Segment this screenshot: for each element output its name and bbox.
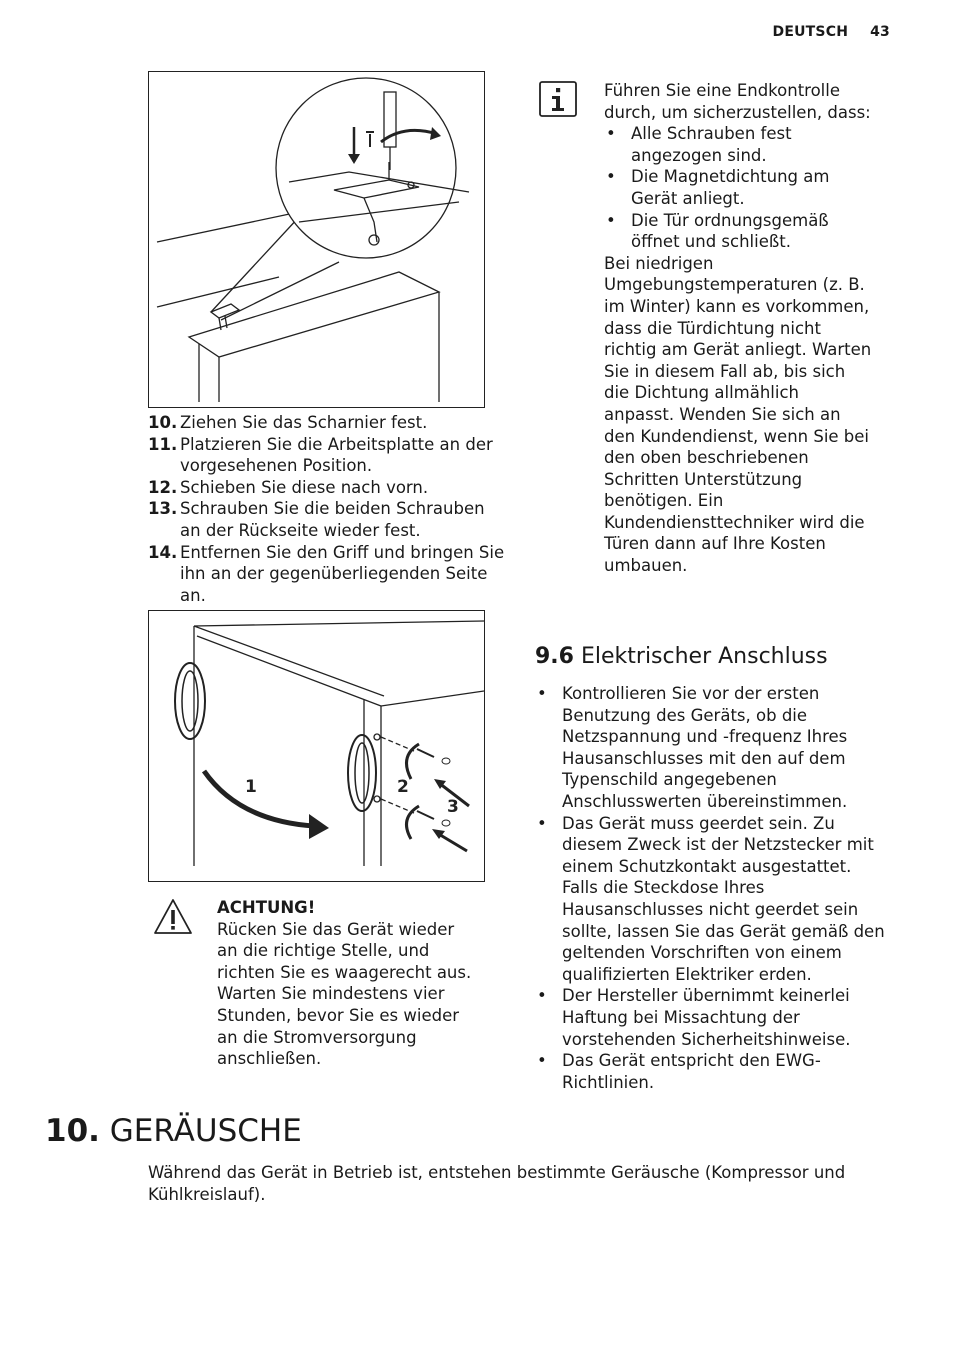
- list-item: 11. Platzieren Sie die Arbeitsplatte an der vorgesehenen Position.: [148, 434, 493, 476]
- list-item: 14. Entfernen Sie den Griff und bringen Sie ihn an der gegenüberliegenden Seite an.: [148, 542, 505, 605]
- figure-label-2: 2: [397, 777, 409, 797]
- figure-label-3: 3: [447, 797, 459, 817]
- list-item: 13. Schrauben Sie die beiden Schrauben an der Rückseite wieder fest.: [148, 499, 485, 540]
- list-item: • Kontrollieren Sie vor der ersten Benutzung des Geräts, ob die Netzspannung und -frequenz Ihres Hausanschlusses mit den auf dem Typenschild angegebenen Anschlusswerten übereinstimmen.: [535, 683, 890, 813]
- chapter-text: Während das Gerät in Betrieb ist, entstehen bestimmte Geräusche (Kompressor und Kühlkreislauf).: [148, 1163, 846, 1204]
- info-bullets: [604, 123, 874, 253]
- section-number: 9.6: [535, 644, 574, 669]
- section-bullets: [535, 683, 890, 1093]
- list-item: 10. Ziehen Sie das Scharnier fest.: [148, 413, 428, 432]
- header-page-number: 43: [870, 24, 890, 40]
- section-heading: [535, 643, 828, 671]
- chapter-number: 10.: [45, 1113, 100, 1149]
- warning-title: ACHTUNG!: [217, 898, 316, 917]
- warning-text: Rücken Sie das Gerät wieder an die richtige Stelle, und richten Sie es waagerecht aus. Warten Sie mindestens vier Stunden, bevor Sie es wieder an die Stromversorgung anschließen.: [217, 919, 472, 1069]
- list-item: • Das Gerät entspricht den EWG-Richtlinien.: [535, 1050, 890, 1093]
- info-icon: [538, 80, 578, 118]
- header-language: DEUTSCH: [772, 24, 849, 40]
- chapter-title: GERÄUSCHE: [109, 1113, 302, 1149]
- info-intro: Führen Sie eine Endkontrolle durch, um sicherzustellen, dass:: [604, 81, 871, 122]
- warning-triangle-icon: [152, 897, 194, 937]
- list-item: • Die Magnetdichtung am Gerät anliegt.: [604, 166, 874, 209]
- section-title: Elektrischer Anschluss: [580, 644, 828, 669]
- list-item: • Die Tür ordnungsgemäß öffnet und schließt.: [604, 210, 874, 253]
- page-header: [773, 22, 890, 44]
- door-handle-illustration: [149, 611, 484, 881]
- hinge-screwdriver-illustration: [149, 72, 484, 407]
- info-text: Bei niedrigen Umgebungstemperaturen (z. B. im Winter) kann es vorkommen, dass die Türdichtung nicht richtig am Gerät anliegt. Warten Sie in diesem Fall ab, bis sich die Dichtung allmählich anpasst. Wenden Sie sich an den Kundendienst, wenn Sie bei den oben beschriebenen Schritten Unterstützung benötigen. Ein Kundendiensttechniker wird die Türen dann auf Ihre Kosten umbauen.: [604, 253, 872, 576]
- list-item: 12. Schieben Sie diese nach vorn.: [148, 477, 429, 497]
- chapter-heading: [45, 1112, 302, 1150]
- list-item: • Der Hersteller übernimmt keinerlei Haftung bei Missachtung der vorstehenden Sicherheitshinweise.: [535, 985, 890, 1050]
- figure-hinge: [148, 71, 485, 408]
- figure-handle: [148, 610, 485, 882]
- list-item: • Das Gerät muss geerdet sein. Zu diesem Zweck ist der Netzstecker mit einem Schutzkontakt ausgestattet. Falls die Steckdose Ihres Hausanschlusses nicht geerdet sein sollte, lassen Sie das Gerät gemäß den geltenden Vorschriften von einem qualifizierten Elektriker erden.: [535, 813, 890, 986]
- info-block: [604, 80, 874, 577]
- warning-block: [217, 897, 477, 1070]
- figure-label-1: 1: [245, 777, 257, 797]
- list-item: • Alle Schrauben fest angezogen sind.: [604, 123, 874, 166]
- steps-list: [148, 412, 508, 606]
